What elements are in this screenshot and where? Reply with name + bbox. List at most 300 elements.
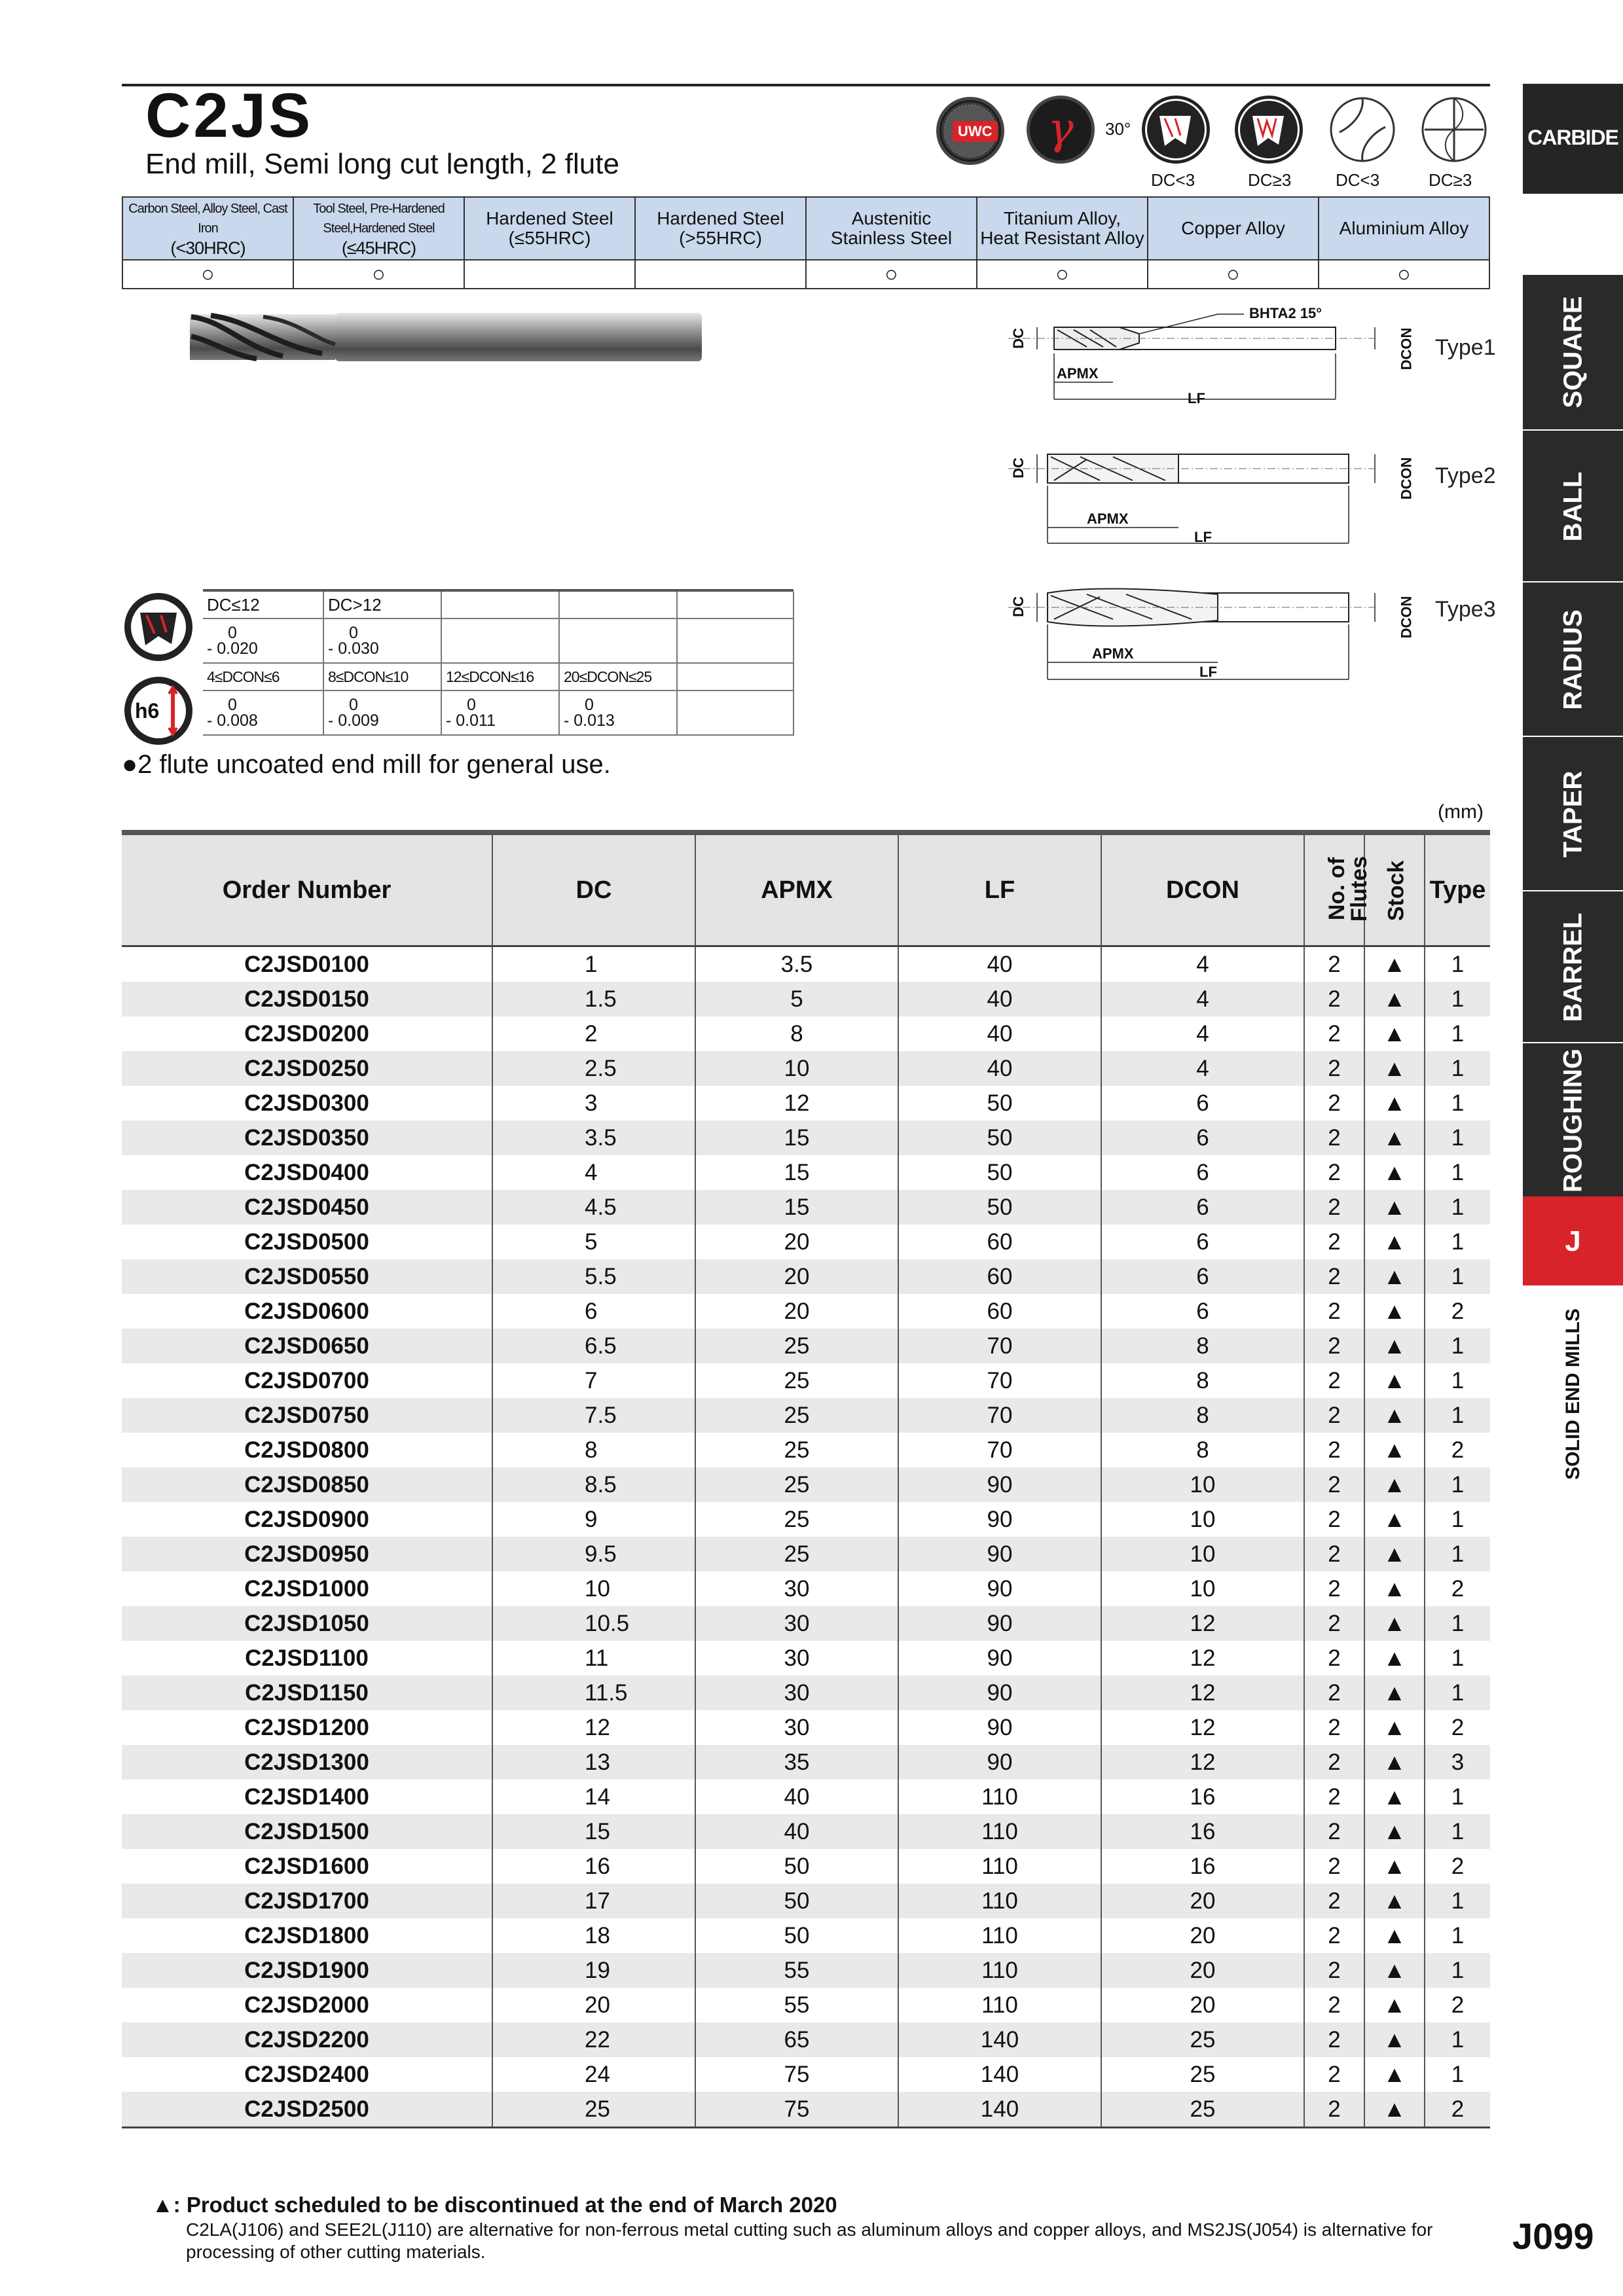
type-cell: 1 xyxy=(1425,1363,1490,1398)
tolerance-empty xyxy=(441,619,559,663)
suitability-mark: ○ xyxy=(1319,260,1489,289)
type-cell: 1 xyxy=(1425,1918,1490,1953)
h6-label: h6 xyxy=(135,699,160,723)
type-cell: 1 xyxy=(1425,1190,1490,1225)
table-row xyxy=(122,1433,1490,1467)
order-number-cell: C2JSD1600 xyxy=(244,1853,369,1879)
dc-cell: 18 xyxy=(492,1918,695,1953)
apmx-cell: 30 xyxy=(695,1606,898,1641)
dcon-cell: 6 xyxy=(1101,1190,1304,1225)
material-header: Titanium Alloy, Heat Resistant Alloy xyxy=(977,197,1148,260)
stock-cell: ▲ xyxy=(1364,1121,1425,1155)
stock-cell: ▲ xyxy=(1364,1467,1425,1502)
apmx-cell: 25 xyxy=(695,1467,898,1502)
material-suitability-table xyxy=(122,196,1490,289)
order-number-cell: C2JSD2000 xyxy=(244,1992,369,2018)
tolerance-value: 0 - 0.030 xyxy=(323,619,441,663)
dc-cell: 20 xyxy=(492,1988,695,2022)
lf-cell: 90 xyxy=(898,1571,1101,1606)
apmx-cell: 25 xyxy=(695,1329,898,1363)
dcon-cell: 6 xyxy=(1101,1225,1304,1259)
uwc-grade-icon xyxy=(936,97,1004,165)
table-row xyxy=(122,1918,1490,1953)
apmx-cell: 3.5 xyxy=(695,946,898,982)
stock-cell: ▲ xyxy=(1364,1918,1425,1953)
tolerance-header: DC>12 xyxy=(323,592,441,619)
dc-cell: 7.5 xyxy=(492,1398,695,1433)
dcon-tolerance-value-row xyxy=(203,691,793,735)
lf-cell: 40 xyxy=(898,1051,1101,1086)
tolerance-header: 8≤DCON≤10 xyxy=(323,663,441,691)
dcon-tolerance-header-row xyxy=(203,663,793,691)
dc-cell: 4.5 xyxy=(492,1190,695,1225)
lf-cell: 90 xyxy=(898,1745,1101,1780)
tolerance-header: 12≤DCON≤16 xyxy=(441,663,559,691)
stock-cell: ▲ xyxy=(1364,1259,1425,1294)
dcon-label: DCON xyxy=(1398,596,1415,639)
type2-diagram xyxy=(982,445,1415,553)
product-table xyxy=(122,835,1490,2128)
apmx-cell: 20 xyxy=(695,1225,898,1259)
stock-cell: ▲ xyxy=(1364,1710,1425,1745)
tolerance-empty xyxy=(559,592,677,619)
order-number-cell: C2JSD2500 xyxy=(122,2092,492,2128)
apmx-cell: 75 xyxy=(695,2092,898,2128)
tolerance-empty xyxy=(677,619,793,663)
stock-cell: ▲ xyxy=(1364,1606,1425,1641)
apmx-cell: 30 xyxy=(695,1571,898,1606)
apmx-cell: 25 xyxy=(695,1363,898,1398)
stock-cell: ▲ xyxy=(1364,1988,1425,2022)
dcon-cell: 4 xyxy=(1101,982,1304,1016)
apmx-cell: 75 xyxy=(695,2057,898,2092)
lf-cell: 110 xyxy=(898,1884,1101,1918)
type-cell: 1 xyxy=(1425,1259,1490,1294)
tolerance-value: 0 - 0.009 xyxy=(323,691,441,735)
tab-label: J xyxy=(1565,1225,1581,1257)
dcon-cell: 10 xyxy=(1101,1502,1304,1537)
order-number-cell: C2JSD1100 xyxy=(245,1645,369,1671)
suitability-mark xyxy=(464,260,635,289)
dc-label: DC xyxy=(1010,328,1027,349)
dc-cell: 2.5 xyxy=(492,1051,695,1086)
tolerance-value: 0 - 0.020 xyxy=(203,619,323,663)
flutes-cell: 2 xyxy=(1304,1918,1364,1953)
stock-cell: ▲ xyxy=(1364,982,1425,1016)
stock-cell: ▲ xyxy=(1364,2022,1425,2057)
dcon-cell: 16 xyxy=(1101,1780,1304,1814)
type-cell: 1 xyxy=(1425,1641,1490,1676)
dcon-cell: 10 xyxy=(1101,1537,1304,1571)
lf-cell: 70 xyxy=(898,1398,1101,1433)
stock-cell: ▲ xyxy=(1364,1294,1425,1329)
table-row xyxy=(122,1016,1490,1051)
type-cell: 1 xyxy=(1425,1121,1490,1155)
dc-cell: 16 xyxy=(492,1849,695,1884)
dc-cell: 14 xyxy=(492,1780,695,1814)
type-cell: 1 xyxy=(1425,1537,1490,1571)
bhta-label: BHTA2 15° xyxy=(1249,305,1322,321)
lf-cell: 90 xyxy=(898,1467,1101,1502)
order-number-cell: C2JSD0900 xyxy=(244,1506,369,1532)
dc-cell: 15 xyxy=(492,1814,695,1849)
dcon-cell: 25 xyxy=(1101,2057,1304,2092)
table-row xyxy=(122,1398,1490,1433)
tab-ball[interactable] xyxy=(1523,429,1623,583)
table-row xyxy=(122,1259,1490,1294)
lf-cell: 70 xyxy=(898,1433,1101,1467)
stock-cell: ▲ xyxy=(1364,1016,1425,1051)
apmx-cell: 65 xyxy=(695,2022,898,2057)
apmx-cell: 25 xyxy=(695,1433,898,1467)
order-number-cell: C2JSD0100 xyxy=(244,951,369,977)
lf-cell: 60 xyxy=(898,1259,1101,1294)
apmx-cell: 55 xyxy=(695,1988,898,2022)
dcon-cell: 8 xyxy=(1101,1329,1304,1363)
flutes-cell: 2 xyxy=(1304,1849,1364,1884)
order-number-cell: C2JSD1050 xyxy=(122,1606,492,1641)
dc-cell: 10.5 xyxy=(492,1606,695,1641)
flutes-cell: 2 xyxy=(1304,946,1364,982)
flutes-cell: 2 xyxy=(1304,1225,1364,1259)
icon-caption: DC<3 xyxy=(1336,170,1380,190)
tolerance-value: 0 - 0.013 xyxy=(559,691,677,735)
table-row xyxy=(122,1641,1490,1676)
order-number-cell: C2JSD0600 xyxy=(244,1298,369,1324)
stock-cell: ▲ xyxy=(1364,1849,1425,1884)
flutes-cell: 2 xyxy=(1304,1710,1364,1745)
apmx-cell: 25 xyxy=(695,1537,898,1571)
dcon-cell: 25 xyxy=(1101,2092,1304,2128)
order-number-cell: C2JSD1000 xyxy=(244,1575,369,1602)
lf-cell: 90 xyxy=(898,1606,1101,1641)
type-cell: 2 xyxy=(1425,1571,1490,1606)
flutes-cell: 2 xyxy=(1304,1016,1364,1051)
stock-cell: ▲ xyxy=(1364,2057,1425,2092)
lf-cell: 70 xyxy=(898,1329,1101,1363)
dcon-cell: 20 xyxy=(1101,1988,1304,2022)
type-cell: 1 xyxy=(1425,1502,1490,1537)
flutes-cell: 2 xyxy=(1304,1121,1364,1155)
order-number-cell: C2JSD0550 xyxy=(122,1259,492,1294)
flutes-cell: 2 xyxy=(1304,1745,1364,1780)
end-mill-photo xyxy=(185,308,708,370)
stock-cell: ▲ xyxy=(1364,1329,1425,1363)
lf-cell: 90 xyxy=(898,1502,1101,1537)
lf-label: LF xyxy=(1194,529,1212,545)
flutes-cell: 2 xyxy=(1304,2092,1364,2128)
apmx-cell: 10 xyxy=(695,1051,898,1086)
tolerance-empty xyxy=(677,691,793,735)
dcon-cell: 20 xyxy=(1101,1918,1304,1953)
material-header: Tool Steel, Pre-Hardened Steel,Hardened Steel (≤45HRC) xyxy=(293,197,464,260)
stock-cell: ▲ xyxy=(1364,2092,1425,2128)
tolerance-empty xyxy=(559,619,677,663)
type-cell: 1 xyxy=(1425,1884,1490,1918)
lf-cell: 140 xyxy=(898,2057,1101,2092)
discontinued-note: ▲: Product scheduled to be discontinued at the end of March 2020 xyxy=(152,2193,837,2217)
order-number-cell: C2JSD0850 xyxy=(122,1467,492,1502)
flute-shape-dc-large-icon xyxy=(1235,96,1303,164)
suitability-mark: ○ xyxy=(122,260,293,289)
lf-cell: 140 xyxy=(898,2022,1101,2057)
helix-angle-icon xyxy=(1027,96,1095,164)
dcon-cell: 10 xyxy=(1101,1467,1304,1502)
flutes-cell: 2 xyxy=(1304,1676,1364,1710)
dcon-cell: 6 xyxy=(1101,1294,1304,1329)
type-cell: 2 xyxy=(1425,1849,1490,1884)
stock-cell: ▲ xyxy=(1364,1745,1425,1780)
page-number: J099 xyxy=(1512,2215,1594,2257)
table-row xyxy=(122,1814,1490,1849)
flutes-cell: 2 xyxy=(1304,982,1364,1016)
dc-cell: 6 xyxy=(492,1294,695,1329)
type-cell: 2 xyxy=(1425,1988,1490,2022)
tab-roughing[interactable] xyxy=(1523,1042,1623,1198)
table-row xyxy=(122,1953,1490,1988)
stock-cell: ▲ xyxy=(1364,1814,1425,1849)
dc-tolerance-value-row xyxy=(203,619,793,663)
product-description: ●2 flute uncoated end mill for general use. xyxy=(122,750,611,779)
flutes-cell: 2 xyxy=(1304,1155,1364,1190)
dc-cell: 9 xyxy=(492,1502,695,1537)
order-number-cell: C2JSD0300 xyxy=(244,1090,369,1116)
tab-radius[interactable] xyxy=(1523,581,1623,737)
column-header: Order Number xyxy=(122,835,492,946)
apmx-cell: 12 xyxy=(695,1086,898,1121)
dcon-cell: 6 xyxy=(1101,1086,1304,1121)
dcon-cell: 8 xyxy=(1101,1433,1304,1467)
header-rule xyxy=(122,84,1490,86)
column-header: APMX xyxy=(695,835,898,946)
tab-label: BALL xyxy=(1558,471,1587,542)
table-row xyxy=(122,1190,1490,1225)
order-number-cell: C2JSD0700 xyxy=(244,1367,369,1393)
apmx-cell: 50 xyxy=(695,1849,898,1884)
apmx-cell: 35 xyxy=(695,1745,898,1780)
order-number-cell: C2JSD1700 xyxy=(122,1884,492,1918)
apmx-cell: 30 xyxy=(695,1641,898,1676)
tab-label: RADIUS xyxy=(1558,609,1587,710)
table-row xyxy=(122,946,1490,982)
material-header: Aluminium Alloy xyxy=(1319,197,1489,260)
lf-cell: 90 xyxy=(898,1676,1101,1710)
apmx-cell: 40 xyxy=(695,1814,898,1849)
lf-cell: 40 xyxy=(898,982,1101,1016)
type-cell: 2 xyxy=(1425,1710,1490,1745)
section-label xyxy=(1523,1302,1623,1486)
tolerance-value: 0 - 0.008 xyxy=(203,691,323,735)
column-header: LF xyxy=(898,835,1101,946)
tab-label: TAPER xyxy=(1558,770,1587,858)
order-number-cell: C2JSD1300 xyxy=(122,1745,492,1780)
type-cell: 3 xyxy=(1425,1745,1490,1780)
type-cell: 1 xyxy=(1425,1606,1490,1641)
stock-cell: ▲ xyxy=(1364,1363,1425,1398)
order-number-cell: C2JSD0750 xyxy=(122,1398,492,1433)
type-cell: 2 xyxy=(1425,1294,1490,1329)
type-cell: 1 xyxy=(1425,1329,1490,1363)
end-face-dc-large-icon xyxy=(1418,93,1490,170)
order-number-cell: C2JSD2400 xyxy=(244,2061,369,2087)
dc-cell: 8 xyxy=(492,1433,695,1467)
dc-cell: 8.5 xyxy=(492,1467,695,1502)
lf-cell: 60 xyxy=(898,1225,1101,1259)
dc-cell: 6.5 xyxy=(492,1329,695,1363)
flutes-cell: 2 xyxy=(1304,1363,1364,1398)
order-number-cell: C2JSD2200 xyxy=(122,2022,492,2057)
apmx-label: APMX xyxy=(1092,645,1134,662)
dc-cell: 9.5 xyxy=(492,1537,695,1571)
lf-cell: 60 xyxy=(898,1294,1101,1329)
apmx-cell: 30 xyxy=(695,1676,898,1710)
apmx-cell: 15 xyxy=(695,1121,898,1155)
apmx-cell: 30 xyxy=(695,1710,898,1745)
stock-cell: ▲ xyxy=(1364,1571,1425,1606)
type-cell: 1 xyxy=(1425,946,1490,982)
apmx-cell: 55 xyxy=(695,1953,898,1988)
order-number-cell: C2JSD1900 xyxy=(122,1953,492,1988)
type-cell: 1 xyxy=(1425,2057,1490,2092)
suitability-mark: ○ xyxy=(977,260,1148,289)
lf-cell: 110 xyxy=(898,1849,1101,1884)
flutes-cell: 2 xyxy=(1304,1814,1364,1849)
dc-cell: 1.5 xyxy=(492,982,695,1016)
tab-carbide[interactable] xyxy=(1523,84,1623,194)
dc-cell: 5.5 xyxy=(492,1259,695,1294)
dcon-cell: 20 xyxy=(1101,1884,1304,1918)
column-header: DCON xyxy=(1101,835,1304,946)
order-number-cell: C2JSD0500 xyxy=(244,1229,369,1255)
flutes-cell: 2 xyxy=(1304,1294,1364,1329)
stock-cell: ▲ xyxy=(1364,1641,1425,1676)
stock-cell: ▲ xyxy=(1364,1398,1425,1433)
tolerance-header: DC≤12 xyxy=(203,592,323,619)
table-row xyxy=(122,1676,1490,1710)
dcon-cell: 12 xyxy=(1101,1745,1304,1780)
lf-cell: 50 xyxy=(898,1155,1101,1190)
lf-cell: 110 xyxy=(898,1918,1101,1953)
dcon-cell: 8 xyxy=(1101,1363,1304,1398)
flutes-cell: 2 xyxy=(1304,1398,1364,1433)
suitability-mark: ○ xyxy=(806,260,977,289)
page-subtitle: End mill, Semi long cut length, 2 flute xyxy=(145,148,619,180)
table-row xyxy=(122,1294,1490,1329)
stock-cell: ▲ xyxy=(1364,1537,1425,1571)
stock-cell: ▲ xyxy=(1364,1780,1425,1814)
apmx-cell: 25 xyxy=(695,1502,898,1537)
order-number-cell: C2JSD1400 xyxy=(244,1784,369,1810)
order-number-cell: C2JSD0150 xyxy=(122,982,492,1016)
table-row xyxy=(122,1363,1490,1398)
type-cell: 1 xyxy=(1425,2022,1490,2057)
svg-text:γ: γ xyxy=(1048,103,1074,154)
type-cell: 1 xyxy=(1425,982,1490,1016)
flutes-cell: 2 xyxy=(1304,1953,1364,1988)
dcon-cell: 12 xyxy=(1101,1641,1304,1676)
order-number-cell: C2JSD0200 xyxy=(244,1020,369,1047)
lf-cell: 90 xyxy=(898,1641,1101,1676)
lf-cell: 70 xyxy=(898,1363,1101,1398)
suitability-mark xyxy=(635,260,806,289)
type-cell: 1 xyxy=(1425,1780,1490,1814)
tab-label: BARREL xyxy=(1558,912,1587,1022)
tab-label: SQUARE xyxy=(1558,296,1587,408)
icon-caption: DC<3 xyxy=(1151,170,1195,190)
type-cell: 1 xyxy=(1425,1086,1490,1121)
flutes-cell: 2 xyxy=(1304,1190,1364,1225)
type-cell: 1 xyxy=(1425,1016,1490,1051)
table-row xyxy=(122,1537,1490,1571)
order-number-cell: C2JSD1150 xyxy=(122,1676,492,1710)
stock-cell: ▲ xyxy=(1364,1051,1425,1086)
table-row xyxy=(122,2057,1490,2092)
order-number-cell: C2JSD0350 xyxy=(122,1121,492,1155)
flutes-cell: 2 xyxy=(1304,2022,1364,2057)
dc-cell: 11.5 xyxy=(492,1676,695,1710)
alternative-note: C2LA(J106) and SEE2L(J110) are alternative for non-ferrous metal cutting such as aluminum alloys and copper alloys, and MS2JS(J054) is alternative for processing of other cutting materials. xyxy=(186,2219,1433,2262)
lf-cell: 90 xyxy=(898,1710,1101,1745)
apmx-cell: 15 xyxy=(695,1190,898,1225)
flutes-cell: 2 xyxy=(1304,1988,1364,2022)
order-number-cell: C2JSD1200 xyxy=(244,1714,369,1740)
order-number-cell: C2JSD0800 xyxy=(244,1437,369,1463)
stock-cell: ▲ xyxy=(1364,1086,1425,1121)
tab-barrel[interactable] xyxy=(1523,890,1623,1043)
apmx-cell: 15 xyxy=(695,1155,898,1190)
lf-cell: 40 xyxy=(898,946,1101,982)
flutes-cell: 2 xyxy=(1304,1641,1364,1676)
material-header: Copper Alloy xyxy=(1148,197,1319,260)
end-face-dc-small-icon xyxy=(1326,93,1398,170)
dcon-cell: 4 xyxy=(1101,946,1304,982)
suitability-mark: ○ xyxy=(293,260,464,289)
order-number-cell: C2JSD0950 xyxy=(122,1537,492,1571)
material-header: Carbon Steel, Alloy Steel, Cast Iron (<30HRC) xyxy=(122,197,293,260)
tab-square[interactable] xyxy=(1523,275,1623,429)
section-label-text: SOLID END MILLS xyxy=(1561,1308,1584,1480)
flutes-cell: 2 xyxy=(1304,1502,1364,1537)
tolerance-header: 4≤DCON≤6 xyxy=(203,663,323,691)
flutes-cell: 2 xyxy=(1304,1884,1364,1918)
lf-cell: 110 xyxy=(898,1814,1101,1849)
flute-shape-dc-small-icon xyxy=(1142,96,1210,164)
apmx-cell: 40 xyxy=(695,1780,898,1814)
dc-cell: 12 xyxy=(492,1710,695,1745)
dcon-cell: 16 xyxy=(1101,1814,1304,1849)
stock-cell: ▲ xyxy=(1364,1155,1425,1190)
tab-taper[interactable] xyxy=(1523,736,1623,891)
type2-label: Type2 xyxy=(1435,463,1496,488)
order-number-cell: C2JSD0250 xyxy=(122,1051,492,1086)
lf-cell: 140 xyxy=(898,2092,1101,2128)
dcon-cell: 12 xyxy=(1101,1676,1304,1710)
material-header: Austenitic Stainless Steel xyxy=(806,197,977,260)
dc-cell: 3.5 xyxy=(492,1121,695,1155)
type1-label: Type1 xyxy=(1435,335,1496,360)
icon-caption: DC≥3 xyxy=(1429,170,1472,190)
order-number-cell: C2JSD0450 xyxy=(122,1190,492,1225)
dc-cell: 19 xyxy=(492,1953,695,1988)
table-row xyxy=(122,2022,1490,2057)
stock-cell: ▲ xyxy=(1364,1502,1425,1537)
dc-tolerance-icon xyxy=(122,590,195,667)
table-top-rule xyxy=(122,830,1490,835)
dcon-cell: 6 xyxy=(1101,1121,1304,1155)
tolerance-empty xyxy=(677,592,793,619)
dcon-cell: 6 xyxy=(1101,1259,1304,1294)
tab-j[interactable] xyxy=(1523,1196,1623,1285)
